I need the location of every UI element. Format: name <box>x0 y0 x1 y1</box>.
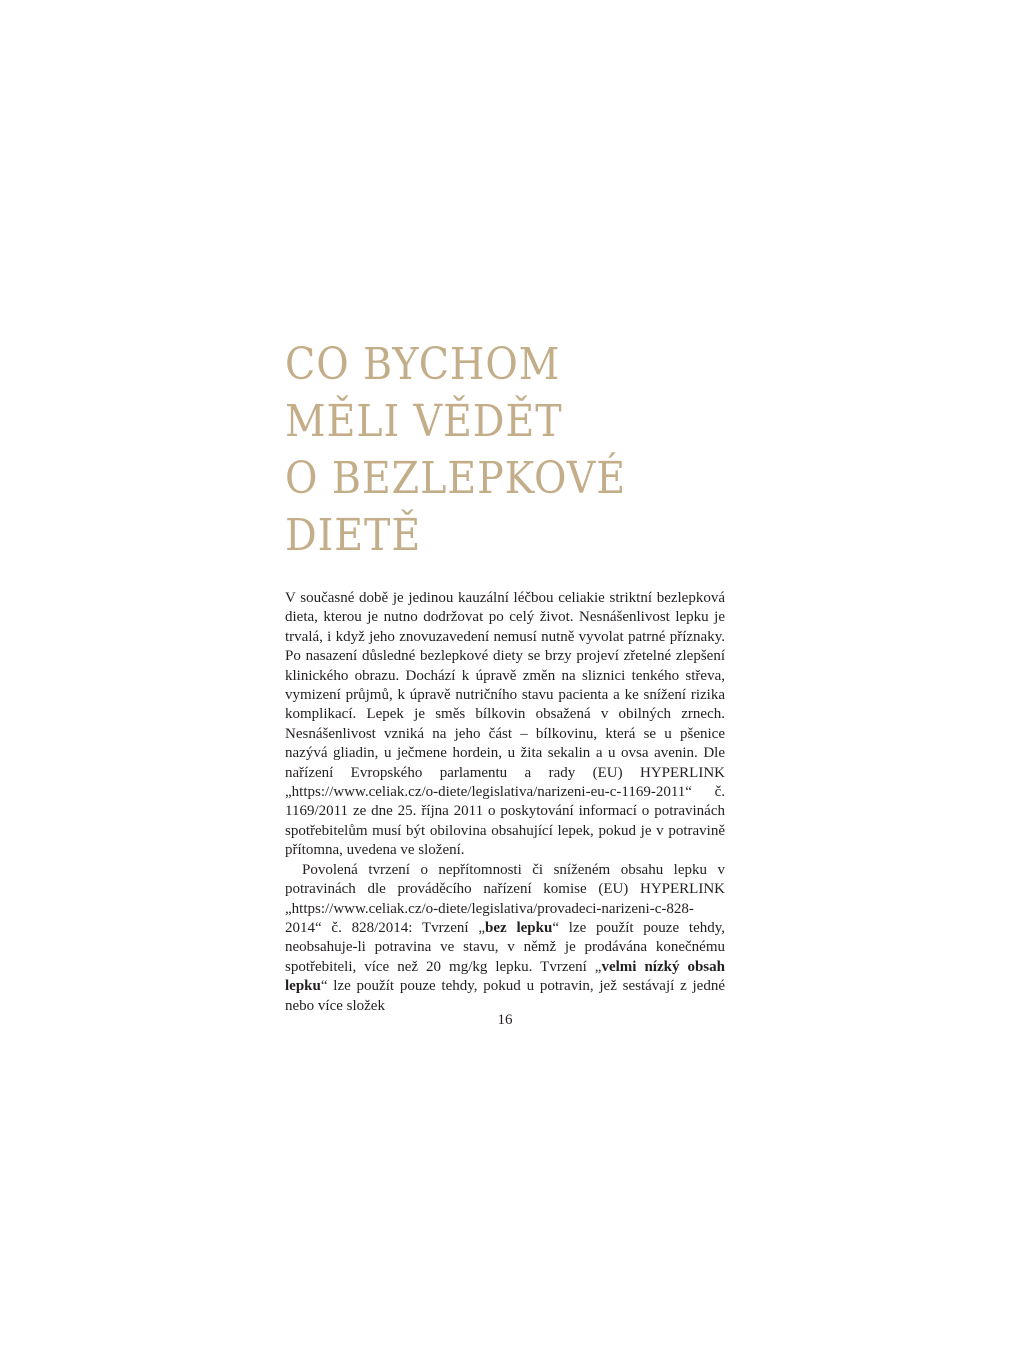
body-text <box>285 589 725 1016</box>
paragraph-2 <box>285 861 725 1016</box>
paragraph-2-part-2: “ lze použít pouze tehdy, neobsahuje-li potravina ve stavu, v němž je prodávána konečnému spotřebiteli, více než 20 mg/kg lepku. Tvrzení „ <box>285 919 725 975</box>
bold-term-gluten-free: bez lepku <box>485 919 553 936</box>
paragraph-2-part-1: Povolená tvrzení o nepřítomnosti či sníženém obsahu lepku v potravinách dle prováděcího nařízení komise (EU) HYPERLINK „https://www.celiak.cz/o-diete/legislativa/provadeci-narizeni-c-828-2014“ č. 828/2014: Tvrzení „ <box>285 861 725 936</box>
page-number: 16 <box>497 1012 513 1028</box>
bold-term-very-low-gluten: velmi nízký obsah lepku <box>285 958 725 995</box>
chapter-title-line-1: CO BYCHOM <box>285 339 561 390</box>
chapter-title-line-4: DIETĚ <box>285 510 422 561</box>
paragraph-1: V současné době je jedinou kauzální léčbou celiakie striktní bezlepková dieta, kterou je nutno dodržovat po celý život. Nesnášenlivost lepku je trvalá, i když jeho znovuzavedení nemusí nutně vyvolat patrné příznaky. Po nasazení důsledné bezlepkové diety se brzy projeví zřetelné zlepšení klinického obrazu. Dochází k úpravě změn na sliznici tenkého střeva, vymizení průjmů, k úpravě nutričního stavu pacienta a ke snížení rizika komplikací. Lepek je směs bílkovin obsažená v obilných zrnech. Nesnášenlivost vzniká na jeho část – bílkovinu, která se u pšenice nazývá gliadin, u ječmene hordein, u žita sekalin a u ovsa avenin. Dle nařízení Evropského parlamentu a rady (EU) HYPERLINK „https://www.celiak.cz/o-diete/legislativa/narizeni-eu-c-1169-2011“ č. 1169/2011 ze dne 25. října 2011 o poskytování informací o potravinách spotřebitelům musí být obilovina obsahující lepek, pokud je v potravině přítomna, uvedena ve složení. <box>285 590 725 859</box>
chapter-title-line-2: MĚLI VĚDĚT <box>285 396 563 447</box>
chapter-title-line-3: O BEZLEPKOVÉ <box>285 453 627 504</box>
paragraph-2-part-3: “ lze použít pouze tehdy, pokud u potravin, jež sestávají z jedné nebo více složek <box>285 978 725 1014</box>
chapter-title <box>285 336 708 564</box>
